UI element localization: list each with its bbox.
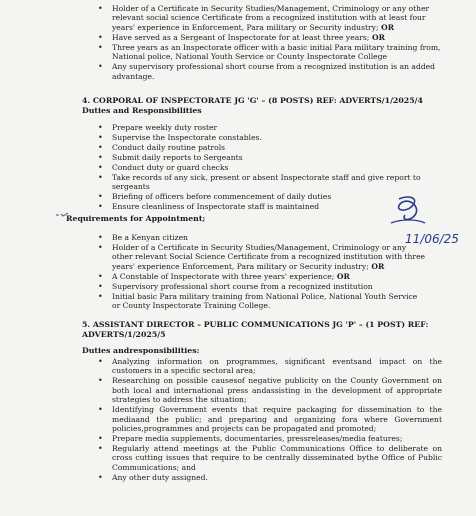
- list-item: • Analyzing information on programmes, significant eventsand impact on the customers in a specific sectoral area;: [112, 357, 442, 376]
- section-4-duties-heading: Duties and Responsibilities: [82, 106, 202, 115]
- list-item: • Prepare weekly duty roster: [112, 123, 442, 132]
- list-item: • Briefing of officers before commencement of daily duties: [112, 192, 442, 201]
- signature-date: 11/06/25: [405, 232, 459, 246]
- list-item: • Any supervisory professional short course from a recognized institution is an added advantage.: [112, 62, 442, 81]
- section-5-heading: 5. ASSISTANT DIRECTOR – PUBLIC COMMUNICATIONS JG 'P' – (1 POST) REF: ADVERTS/1/2025/5: [82, 320, 429, 339]
- section-4-requirements-heading: Requirements for Appointment;: [66, 214, 206, 223]
- section-5-duties-list: [112, 357, 442, 483]
- list-item: • Researching on possible causesof negative publicity on the County Government on both local and international press andassisting in the development of appropriate strategies to address the situation;: [112, 376, 442, 404]
- list-item: • Ensure cleanliness of Inspectorate staff is maintained: [112, 202, 442, 211]
- section-5-duties-heading: Duties andresponsibilities:: [82, 346, 200, 355]
- section-4-heading: 4. CORPORAL OF INSPECTORATE JG 'G' – (8 POSTS) REF: ADVERTS/1/2025/4: [82, 96, 423, 105]
- list-item: • Supervisory professional short course from a recognized institution: [112, 282, 427, 291]
- list-item: • Any other duty assigned.: [112, 473, 442, 482]
- list-item: • Prepare media supplements, documentaries, pressreleases/media features;: [112, 434, 442, 443]
- list-item: • Conduct duty or guard checks: [112, 163, 442, 172]
- list-item: • Regularly attend meetings at the Public Communications Office to deliberate on cross cutting issues that require to be centrally disseminated bythe Office of Public Communications; and: [112, 444, 442, 472]
- list-item: • Initial basic Para military training from National Police, National Youth Service or County Inspectorate Training College.: [112, 292, 427, 311]
- list-item: • Take records of any sick, present or absent Inspectorate staff and give report to sergeants: [112, 173, 442, 192]
- top-requirements-list: [112, 4, 442, 82]
- list-item: • Holder of a Certificate in Security Studies/Management, Criminology or any other relevant social science Certificate from a recognized institution with at least four years' experience in Enforcement, Para military or Security industry; OR: [112, 4, 442, 32]
- list-item: • Supervise the Inspectorate constables.: [112, 133, 442, 142]
- list-item: • Holder of a Certificate in Security Studies/Management, Criminology or any other relevant Social Science Certificate from a recognized institution with three years' experience Enforcement, Para military or Security industry; OR: [112, 243, 427, 271]
- list-item: • Conduct daily routine patrols: [112, 143, 442, 152]
- section-4-requirements-list: [112, 233, 427, 311]
- list-item: • Three years as an Inspectorate officer with a basic initial Para military training from, National police, National Youth Service or County Inspectorate College: [112, 43, 442, 62]
- list-item: • Identifying Government events that require packaging for dissemination to the mediaand the public; and preparing and organizing fora where Government policies,programmes and projects can be propagated and promoted;: [112, 405, 442, 433]
- list-item: • A Constable of Inspectorate with three years' experience; OR: [112, 272, 427, 281]
- list-item: • Be a Kenyan citizen: [112, 233, 427, 242]
- list-item: • Submit daily reports to Sergeants: [112, 153, 442, 162]
- list-item: • Have served as a Sergeant of Inspectorate for at least three years; OR: [112, 33, 442, 42]
